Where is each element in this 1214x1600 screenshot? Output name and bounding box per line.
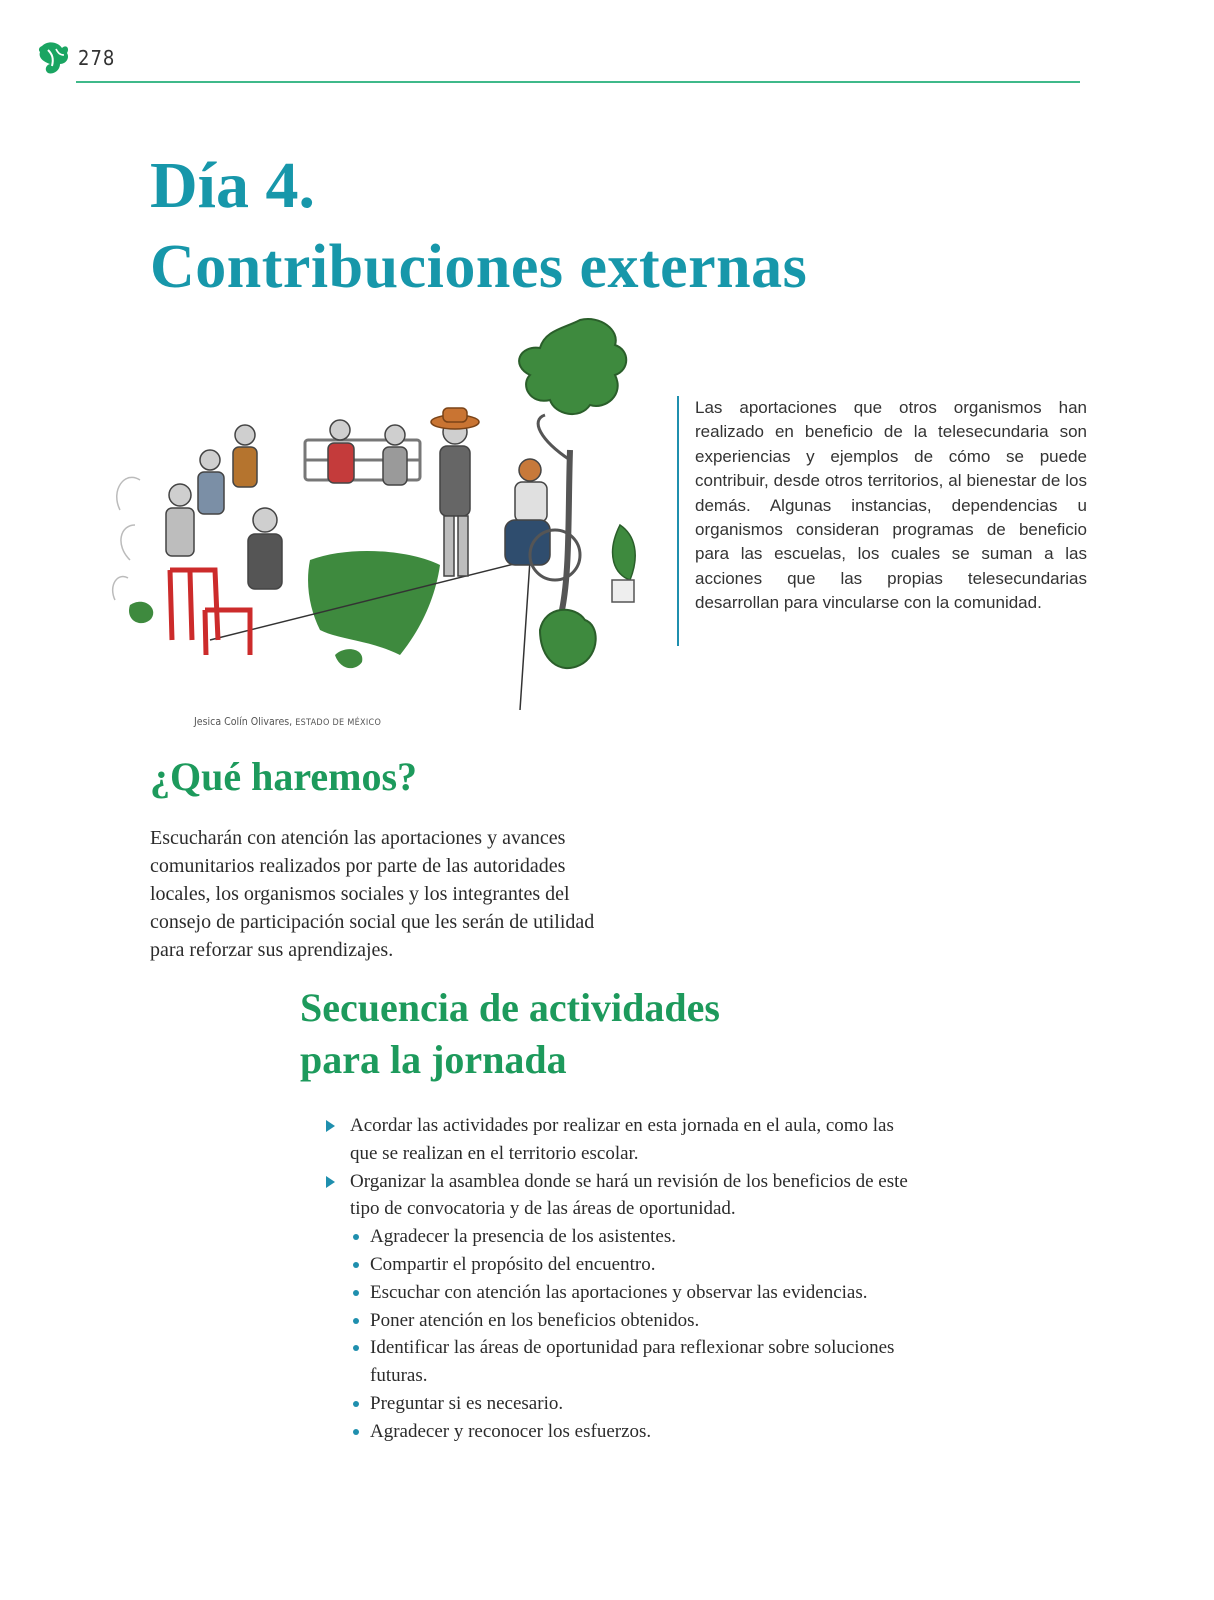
sub-activity-text: Escuchar con atención las aportaciones y observar las evidencias. <box>370 1281 868 1303</box>
page-number: 278 <box>78 46 116 70</box>
dot-bullet-icon <box>353 1262 359 1268</box>
header-rule <box>76 81 1080 83</box>
list-item <box>350 1390 926 1418</box>
triangle-bullet-icon <box>326 1176 335 1188</box>
title-day: Día 4. <box>150 149 315 222</box>
title-topic: Contribuciones externas <box>150 233 808 301</box>
que-haremos-text: Escucharán con atención las aportaciones y avances comunitarios realizados por parte de las autoridades locales, los organismos sociales y los integrantes del consejo de participación social que les serán de utilidad para reforzar sus aprendizajes. <box>150 827 595 961</box>
list-item <box>350 1279 926 1307</box>
sub-activity-text: Preguntar si es necesario. <box>370 1392 564 1414</box>
community-assembly-illustration <box>100 310 660 710</box>
list-item <box>350 1223 926 1251</box>
caption-place: ESTADO DE MÉXICO <box>295 718 382 728</box>
intro-box <box>677 396 1087 646</box>
activity-text: Organizar la asamblea donde se hará un revisión de los beneficios de este tipo de convocatoria y de las áreas de oportunidad. <box>350 1170 908 1220</box>
sub-activity-text: Agradecer y reconocer los esfuerzos. <box>370 1420 652 1442</box>
sub-activity-text: Compartir el propósito del encuentro. <box>370 1253 656 1275</box>
activities-list <box>326 1112 926 1446</box>
list-item <box>326 1112 926 1168</box>
activity-text: Acordar las actividades por realizar en esta jornada en el aula, como las que se realizan en el territorio escolar. <box>350 1115 894 1164</box>
dot-bullet-icon <box>353 1401 359 1407</box>
triangle-bullet-icon <box>326 1120 335 1132</box>
que-haremos-heading: ¿Qué haremos? <box>150 754 418 799</box>
list-item <box>350 1251 926 1279</box>
sub-activity-text: Poner atención en los beneficios obtenidos. <box>370 1309 700 1331</box>
list-item <box>326 1168 926 1224</box>
dot-bullet-icon <box>353 1290 359 1296</box>
list-item <box>350 1418 926 1446</box>
dot-bullet-icon <box>353 1345 359 1351</box>
green-leaf-logo-icon <box>36 40 70 76</box>
sub-activity-text: Identificar las áreas de oportunidad para reflexionar sobre soluciones futuras. <box>370 1337 895 1387</box>
page-header <box>36 36 1080 86</box>
sub-activity-text: Agradecer la presencia de los asistentes. <box>370 1226 676 1248</box>
intro-text: Las aportaciones que otros organismos han realizado en beneficio de la telesecundaria son experiencias y ejemplos de cómo se puede contribuir, desde otros territorios, al bienestar de los demás. Algunas instancias, dependencias u organismos consideran programas de beneficio para las escuelas, los cuales se suman a las acciones que las propias telesecundarias desarrollan para vincularse con la comunidad. <box>695 398 1087 613</box>
dot-bullet-icon <box>353 1318 359 1324</box>
illustration-caption <box>194 716 381 728</box>
dot-bullet-icon <box>353 1429 359 1435</box>
sub-activities-list <box>350 1223 926 1445</box>
caption-author: Jesica Colín Olivares, <box>194 716 296 728</box>
dot-bullet-icon <box>353 1234 359 1240</box>
list-item <box>350 1334 926 1390</box>
list-item <box>350 1307 926 1335</box>
secuencia-heading: Secuencia de actividades para la jornada <box>300 985 720 1082</box>
